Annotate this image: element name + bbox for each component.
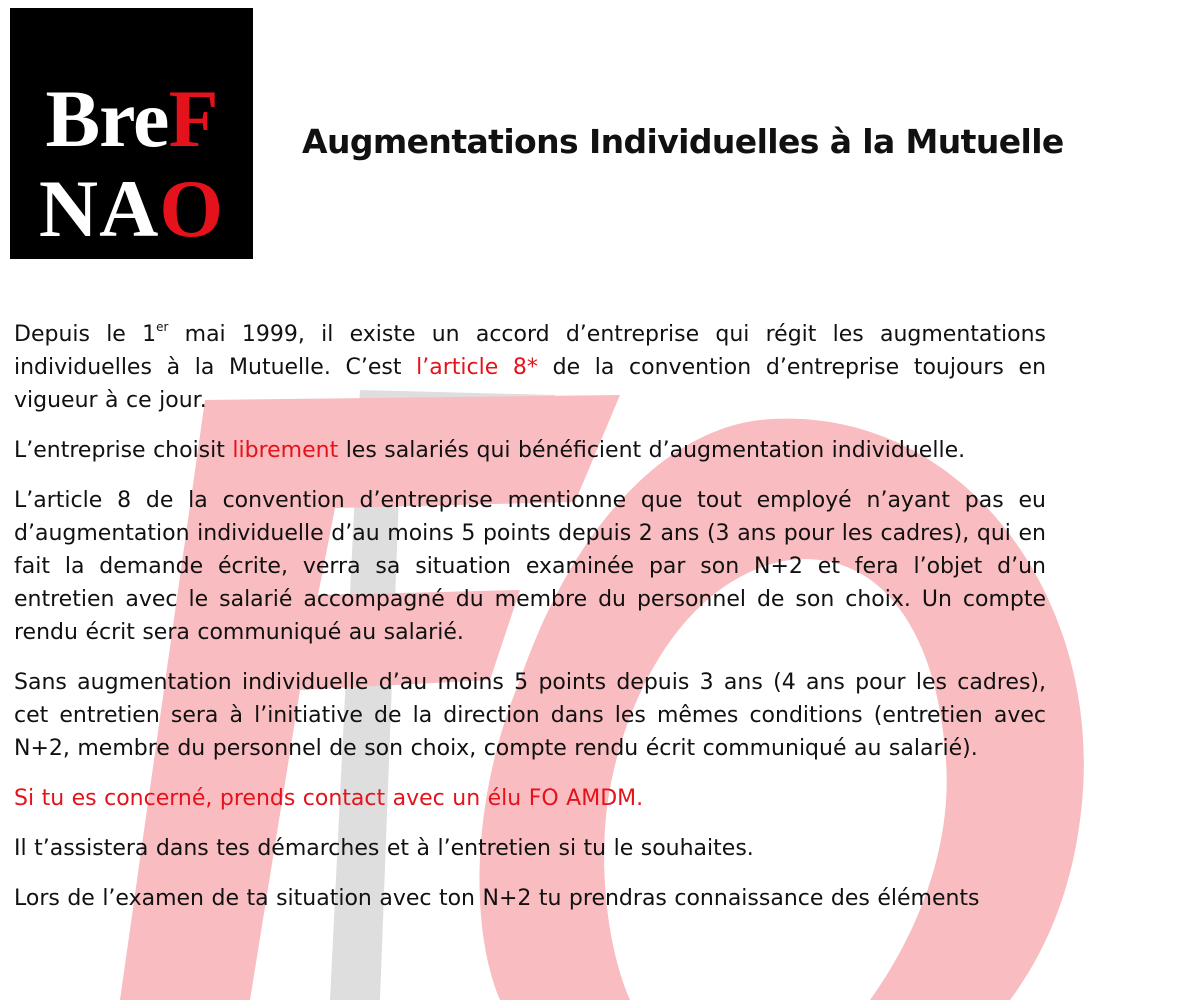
- superscript-er: er: [156, 320, 169, 334]
- paragraph-examen: Lors de l’examen de ta situation avec ton N+2 tu prendras connaissance des éléments: [14, 886, 980, 911]
- page-title: Augmentations Individuelles à la Mutuelle: [302, 122, 1064, 161]
- bref-nao-logo: [10, 8, 253, 259]
- logo-line-bref: BreF: [45, 73, 218, 164]
- logo-line-nao: NAO: [38, 163, 225, 254]
- paragraph-assistance: Il t’assistera dans tes démarches et à l’entretien si tu le souhaites.: [14, 836, 754, 861]
- paragraph-librement: L’entreprise choisit librement les salariés qui bénéficient d’augmentation individuelle.: [14, 438, 966, 463]
- librement-highlight: librement: [232, 438, 339, 463]
- paragraph-article-8: L’article 8 de la convention d’entreprise mentionne que tout employé n’ayant pas eu d’augmentation individuelle d’au moins 5 points depuis 2 ans (3 ans pour les cadres), qui en fait la demande écrite, verra sa situation examinée par son N+2 et fera l’objet d’un entretien avec le salarié accompagné du membre du personnel de son choix. Un compte rendu écrit sera communiqué au salarié.: [14, 488, 1046, 645]
- contact-callout: Si tu es concerné, prends contact avec un élu FO AMDM.: [14, 786, 644, 811]
- document-body: [14, 318, 1046, 932]
- article-8-highlight: l’article 8*: [416, 355, 538, 380]
- paragraph-accord: Depuis le 1er mai 1999, il existe un accord d’entreprise qui régit les augmentations individuelles à la Mutuelle. C’est l’article 8* de la convention d’entreprise toujours en vigueur à ce jour.: [14, 320, 1047, 413]
- paragraph-sans-augmentation: Sans augmentation individuelle d’au moins 5 points depuis 3 ans (4 ans pour les cadres), cet entretien sera à l’initiative de la direction dans les mêmes conditions (entretien avec N+2, membre du personnel de son choix, compte rendu écrit communiqué au salarié).: [14, 670, 1046, 761]
